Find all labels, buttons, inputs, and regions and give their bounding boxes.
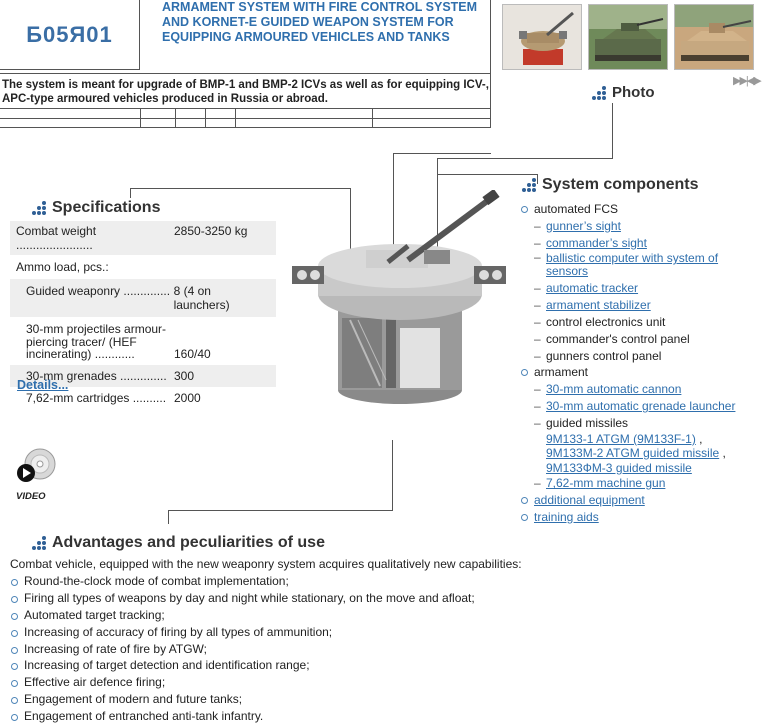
spec-row	[10, 317, 276, 365]
specifications-heading-label: Specifications	[52, 199, 161, 216]
turret-illustration	[288, 190, 520, 415]
photo-thumbnail[interactable]	[674, 4, 754, 70]
connector-line	[130, 188, 351, 189]
advantages-list	[10, 556, 570, 723]
advantage-item: Engagement of modern and future tanks;	[10, 691, 570, 708]
spec-label: 30-mm projectiles armour-piercing tracer/ (HEF incinerating) ............	[26, 322, 167, 361]
spec-row	[10, 279, 276, 317]
separator: ,	[699, 431, 703, 446]
spec-label: Guided weaponry ..............	[26, 284, 171, 298]
video-button[interactable]	[16, 447, 58, 501]
missile-row	[546, 432, 760, 447]
connector-line	[392, 440, 393, 510]
spec-label: 7,62-mm cartridges ..........	[26, 390, 167, 405]
dots-icon	[32, 536, 48, 550]
components-heading-label: System components	[542, 176, 699, 193]
spec-label: Combat weight .......................	[16, 224, 97, 252]
missile-row	[546, 461, 760, 476]
photo-heading[interactable]	[592, 84, 655, 101]
connector-line	[393, 153, 491, 154]
spec-value: 2850-3250 kg	[174, 224, 248, 238]
component-text: commander's control panel	[546, 331, 690, 346]
component-link[interactable]: gunner’s sight	[546, 218, 621, 233]
advantage-item: Increasing of target detection and identification range;	[10, 657, 570, 674]
header-divider	[372, 108, 373, 128]
spec-row	[10, 255, 276, 279]
advantage-item: Automated target tracking;	[10, 607, 570, 624]
connector-line	[612, 103, 613, 158]
missile-list	[520, 432, 760, 476]
advantage-item: Increasing of rate of fire by ATGW;	[10, 641, 570, 658]
component-item[interactable]	[520, 235, 760, 252]
component-link[interactable]: 7,62-mm machine gun	[546, 476, 666, 491]
dots-icon	[592, 86, 608, 100]
header-divider	[205, 108, 206, 128]
product-code: Б05Я01	[0, 0, 140, 70]
component-item[interactable]	[520, 280, 760, 297]
component-item[interactable]	[520, 251, 760, 280]
system-description: The system is meant for upgrade of BMP-1 and BMP-2 ICVs as well as for equipping ICV-, APC-type armoured vehicles produced in Russia or abroad.	[2, 79, 489, 105]
components-heading	[522, 176, 698, 194]
turret-image	[288, 190, 520, 415]
spec-label: Ammo load, pcs.:	[16, 260, 109, 274]
advantage-item: Effective air defence firing;	[10, 674, 570, 691]
component-item	[520, 331, 760, 348]
component-item	[520, 348, 760, 365]
components-list	[520, 201, 760, 525]
component-group	[520, 364, 760, 381]
component-link[interactable]: 30-mm automatic cannon	[546, 382, 682, 397]
component-item[interactable]	[520, 381, 760, 398]
component-link[interactable]: armament stabilizer	[546, 298, 651, 313]
component-group-link[interactable]: training aids	[534, 509, 599, 524]
dots-icon	[32, 201, 48, 215]
header-divider	[175, 108, 176, 128]
component-group	[520, 201, 760, 218]
missile-link[interactable]: 9M133-1 ATGM (9M133F-1)	[546, 431, 696, 446]
missile-link[interactable]: 9M133ФM-3 guided missile	[546, 460, 692, 475]
header-divider	[235, 108, 236, 128]
spec-value: 300	[174, 368, 195, 383]
component-link[interactable]: 30-mm automatic grenade launcher	[546, 398, 736, 413]
advantage-item: Round-the-clock mode of combat implementation;	[10, 573, 570, 590]
component-item[interactable]	[520, 218, 760, 235]
advantage-item: Engagement of entranched anti-tank infantry.	[10, 708, 570, 723]
component-group-label: armament	[534, 365, 589, 380]
separator: ,	[722, 446, 726, 461]
spec-value: 8 (4 on launchers)	[173, 284, 230, 312]
component-group[interactable]	[520, 509, 760, 526]
component-link[interactable]: commander’s sight	[546, 235, 647, 250]
advantages-heading-label: Advantages and peculiarities of use	[52, 534, 325, 551]
header-divider	[0, 127, 491, 128]
component-item[interactable]	[520, 475, 760, 492]
component-text: control electronics unit	[546, 314, 666, 329]
header-divider	[0, 73, 491, 74]
component-item[interactable]	[520, 297, 760, 314]
vehicle-thumb-image	[589, 5, 668, 70]
component-group-label: automated FCS	[534, 202, 619, 216]
advantage-item: Firing all types of weapons by day and night while stationary, on the move and afloat;	[10, 590, 570, 607]
missile-link[interactable]: 9M133M-2 ATGM guided missile	[546, 446, 720, 461]
details-link[interactable]: Details...	[17, 378, 69, 392]
component-link[interactable]: ballistic computer with system of sensors	[546, 251, 719, 279]
component-text: gunners control panel	[546, 348, 662, 363]
connector-line	[437, 158, 613, 159]
dots-icon	[522, 178, 538, 192]
turret-thumb-image	[503, 5, 582, 70]
advantages-heading	[32, 534, 325, 552]
advantages-intro: Combat vehicle, equipped with the new weaponry system acquires qualitatively new capabilities:	[10, 557, 522, 571]
header-divider	[0, 118, 491, 119]
component-item	[520, 314, 760, 331]
connector-line	[168, 510, 169, 524]
advantage-item: Increasing of accuracy of firing by all types of ammunition;	[10, 624, 570, 641]
component-text: guided missiles	[546, 415, 629, 430]
header-divider	[140, 108, 141, 128]
photo-heading-label: Photo	[612, 84, 655, 101]
vehicle-thumb-image	[675, 5, 754, 70]
video-label: VIDEO	[16, 491, 46, 502]
component-group-link[interactable]: additional equipment	[534, 492, 645, 507]
video-disc-icon	[16, 447, 56, 485]
component-group[interactable]	[520, 492, 760, 509]
photo-thumbnail[interactable]	[502, 4, 582, 70]
specifications-heading	[32, 199, 160, 217]
photo-thumbnail[interactable]	[588, 4, 668, 70]
connector-line	[130, 188, 131, 198]
header-divider	[0, 108, 491, 109]
page-title: ARMAMENT SYSTEM WITH FIRE CONTROL SYSTEM AND KORNET-E GUIDED WEAPON SYSTEM FOR EQUIPPING ARMOURED VEHICLES AND TANKS	[162, 0, 478, 44]
spec-label: 30-mm grenades ..............	[26, 368, 167, 383]
spec-row	[10, 221, 276, 255]
component-item[interactable]	[520, 398, 760, 415]
component-link[interactable]: automatic tracker	[546, 281, 639, 296]
photo-pager[interactable]: ▶▶|◀▶	[733, 75, 760, 87]
component-item	[520, 415, 760, 432]
spec-value: 2000	[174, 390, 201, 405]
connector-line	[168, 510, 393, 511]
spec-value: 160/40	[174, 346, 211, 361]
connector-line	[438, 174, 538, 175]
missile-row	[546, 446, 760, 461]
